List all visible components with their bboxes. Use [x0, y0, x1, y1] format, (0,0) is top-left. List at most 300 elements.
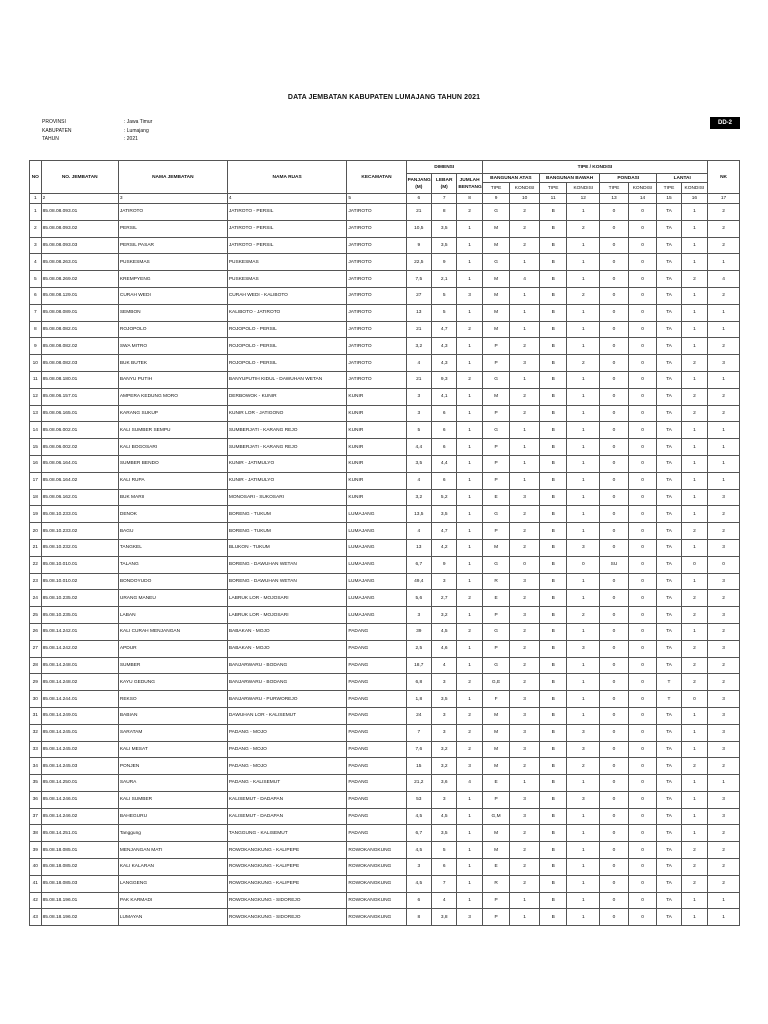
table-cell: 0 [628, 875, 657, 892]
table-cell: 30 [30, 691, 42, 708]
table-cell: 9 [406, 237, 431, 254]
table-cell: LANGGENG [118, 875, 227, 892]
table-cell: 37 [30, 808, 42, 825]
table-cell: 1 [567, 388, 600, 405]
table-cell: 21 [30, 539, 42, 556]
table-cell: 1 [457, 455, 482, 472]
table-cell: TA [657, 892, 681, 909]
table-cell: 85.08.06.164.02 [41, 472, 118, 489]
table-row [30, 237, 740, 254]
table-cell: 2 [681, 875, 707, 892]
table-cell: 0 [628, 674, 657, 691]
table-cell: 0 [600, 405, 629, 422]
table-cell: P [482, 338, 510, 355]
table-cell: 1 [457, 892, 482, 909]
table-cell: 1 [510, 371, 540, 388]
table-cell: BANJARWARU - BODANG [227, 674, 347, 691]
table-cell: 3 [510, 707, 540, 724]
table-cell: SARATAM [118, 724, 227, 741]
table-cell: 2 [510, 825, 540, 842]
table-cell: 14 [30, 422, 42, 439]
table-cell: B [539, 220, 567, 237]
table-cell: 0 [600, 573, 629, 590]
table-cell: 1 [457, 875, 482, 892]
column-number: 10 [510, 194, 540, 204]
table-cell: 85.08.10.010.02 [41, 573, 118, 590]
table-cell: 2 [510, 237, 540, 254]
table-cell: 4 [708, 271, 740, 288]
table-cell: 2 [708, 674, 740, 691]
table-cell: 1 [457, 355, 482, 372]
table-cell: TA [657, 556, 681, 573]
table-cell: PADANG - MOJO [227, 724, 347, 741]
table-cell: ROWOKANGKUNG - KALIPEPE [227, 842, 347, 859]
table-cell: 1 [708, 321, 740, 338]
table-cell: BORENG - TUKUM [227, 506, 347, 523]
meta-row-provinsi [42, 118, 152, 127]
table-cell: 1 [681, 573, 707, 590]
table-cell: M [482, 724, 510, 741]
table-cell: LUMAJANG [347, 539, 406, 556]
table-cell: 0 [628, 271, 657, 288]
table-cell: 35 [30, 775, 42, 792]
table-row [30, 607, 740, 624]
table-cell: 3 [406, 859, 431, 876]
table-row [30, 775, 740, 792]
table-cell: 1 [681, 707, 707, 724]
table-cell: 4 [457, 775, 482, 792]
table-cell: 4,5 [406, 808, 431, 825]
table-cell: BORENG - DAWUHAN WETAN [227, 556, 347, 573]
table-cell: ROJOPOLO - PERSIL [227, 355, 347, 372]
table-cell: 2 [457, 724, 482, 741]
header-kondisi: KONDISI [510, 183, 540, 194]
table-cell: 2 [510, 842, 540, 859]
column-number: 16 [681, 194, 707, 204]
table-cell: KUNIR [347, 439, 406, 456]
table-cell: JATIROTO - PERSIL [227, 220, 347, 237]
table-cell: 3 [567, 539, 600, 556]
table-cell: G [482, 204, 510, 221]
table-cell: TA [657, 220, 681, 237]
table-cell: 85.08.14.250.01 [41, 775, 118, 792]
table-cell: 0 [628, 304, 657, 321]
table-cell: 0 [681, 556, 707, 573]
header-tipe: TIPE [657, 183, 681, 194]
header-nk: NK [708, 161, 740, 194]
table-cell: 2 [708, 204, 740, 221]
table-cell: KUNIR LOR - JATIGONO [227, 405, 347, 422]
table-cell: 1 [457, 220, 482, 237]
table-cell: 1 [708, 439, 740, 456]
table-cell: PADANG - MOJO [227, 758, 347, 775]
table-cell: 3 [30, 237, 42, 254]
table-cell: PADANG [347, 724, 406, 741]
table-cell: TA [657, 724, 681, 741]
table-cell: B [539, 741, 567, 758]
table-cell: 1 [457, 271, 482, 288]
table-cell: 1 [457, 859, 482, 876]
table-cell: 0 [600, 691, 629, 708]
table-cell: 2 [457, 204, 482, 221]
table-cell: PONJEN [118, 758, 227, 775]
table-cell: TA [657, 506, 681, 523]
table-cell: BANYU PUTIH [118, 371, 227, 388]
table-row [30, 741, 740, 758]
table-cell: 2 [510, 758, 540, 775]
table-cell: 3 [708, 691, 740, 708]
table-cell: 0 [628, 321, 657, 338]
table-cell: 2 [681, 758, 707, 775]
table-cell: 5 [432, 304, 457, 321]
table-cell: 85.08.06.002.01 [41, 422, 118, 439]
table-cell: 0 [628, 657, 657, 674]
table-cell: G [482, 657, 510, 674]
table-cell: 1 [681, 489, 707, 506]
table-cell: TA [657, 422, 681, 439]
table-cell: 2 [510, 539, 540, 556]
table-cell: KUNIR - JATIMULYO [227, 455, 347, 472]
table-cell: 2 [708, 237, 740, 254]
table-cell: 3,2 [432, 741, 457, 758]
table-cell: URANG MANEU [118, 590, 227, 607]
table-cell: 1 [457, 791, 482, 808]
table-cell: ROWOKANGKUNG [347, 842, 406, 859]
table-cell: PADANG [347, 657, 406, 674]
table-cell: 2 [681, 674, 707, 691]
table-cell: BANJARWARU - PURWOREJO [227, 691, 347, 708]
table-cell: 20 [30, 523, 42, 540]
table-cell: 4 [406, 523, 431, 540]
table-cell: 27 [406, 287, 431, 304]
header-nama-jembatan: NAMA JEMBATAN [118, 161, 227, 194]
table-cell: BORENG - DAWUHAN WETAN [227, 573, 347, 590]
table-cell: KALI SUMBER SEMPU [118, 422, 227, 439]
table-cell: 2 [681, 355, 707, 372]
table-cell: 0 [600, 254, 629, 271]
table-cell: KREMPYENG [118, 271, 227, 288]
table-cell: LUMAJANG [347, 556, 406, 573]
table-cell: B [539, 338, 567, 355]
table-cell: TA [657, 623, 681, 640]
table-row [30, 455, 740, 472]
table-cell: G [482, 422, 510, 439]
table-cell: TA [657, 859, 681, 876]
table-cell: SEMBON [118, 304, 227, 321]
table-cell: 16 [30, 455, 42, 472]
table-cell: 22 [30, 556, 42, 573]
table-cell: 1 [510, 439, 540, 456]
table-cell: 2 [681, 842, 707, 859]
table-cell: 85.08.14.245.01 [41, 724, 118, 741]
table-cell: 1 [708, 909, 740, 926]
table-cell: PUSKESMAS [227, 254, 347, 271]
table-cell: 12 [30, 388, 42, 405]
table-cell: KUNIR - JATIMULYO [227, 472, 347, 489]
table-cell: 1 [567, 808, 600, 825]
table-cell: 1 [457, 237, 482, 254]
table-cell: ROWOKANGKUNG - SIDOREJO [227, 892, 347, 909]
table-cell: 13,5 [406, 506, 431, 523]
table-cell: 2 [510, 523, 540, 540]
table-cell: TA [657, 741, 681, 758]
table-cell: 85.08.14.248.02 [41, 674, 118, 691]
meta-value: : Lumajang [124, 127, 149, 134]
table-cell: PADANG [347, 707, 406, 724]
table-cell: LABRUK LOR - MOJOSARI [227, 607, 347, 624]
table-cell: TALANG [118, 556, 227, 573]
table-cell: 0 [600, 909, 629, 926]
table-cell: JATIROTO [347, 220, 406, 237]
table-cell: 1 [510, 304, 540, 321]
table-cell: 2 [510, 388, 540, 405]
table-row [30, 405, 740, 422]
table-cell: TA [657, 573, 681, 590]
table-cell: 3 [406, 388, 431, 405]
table-cell: TA [657, 791, 681, 808]
header-kecamatan: KECAMATAN [347, 161, 406, 194]
table-cell: 36 [30, 791, 42, 808]
document-title: DATA JEMBATAN KABUPATEN LUMAJANG TAHUN 2021 [287, 94, 481, 101]
table-cell: G [482, 254, 510, 271]
table-cell: BAGU [118, 523, 227, 540]
meta-label: KABUPATEN [42, 127, 72, 134]
table-cell: TA [657, 607, 681, 624]
table-cell: 0 [600, 640, 629, 657]
table-cell: 5 [432, 287, 457, 304]
table-cell: 13 [30, 405, 42, 422]
table-row [30, 590, 740, 607]
table-cell: 1 [457, 825, 482, 842]
table-cell: 0 [600, 741, 629, 758]
header-tipe: TIPE [600, 183, 629, 194]
table-cell: 3 [432, 724, 457, 741]
table-cell: 1 [567, 204, 600, 221]
table-cell: P [482, 892, 510, 909]
table-row [30, 573, 740, 590]
table-cell: LUMAYAN [118, 909, 227, 926]
table-cell: KALISEMUT - DADAPAN [227, 791, 347, 808]
table-cell: 1 [567, 338, 600, 355]
table-cell: B [539, 254, 567, 271]
table-cell: 85.08.18.085.01 [41, 842, 118, 859]
table-cell: 1 [567, 590, 600, 607]
table-cell: 4,6 [432, 640, 457, 657]
table-cell: PADANG [347, 640, 406, 657]
header-tipe-kondisi: TIPE / KONDISI [482, 161, 707, 174]
table-cell: 0 [628, 859, 657, 876]
table-cell: 85.08.14.246.02 [41, 808, 118, 825]
table-cell: 3 [708, 640, 740, 657]
table-cell: 25 [30, 607, 42, 624]
column-number: 13 [600, 194, 629, 204]
table-cell: 24 [406, 707, 431, 724]
table-cell: 1 [567, 573, 600, 590]
table-cell: 7,5 [406, 271, 431, 288]
table-cell: 4 [510, 271, 540, 288]
table-cell: 3,5 [432, 691, 457, 708]
table-cell: P [482, 405, 510, 422]
table-cell: 3,8 [432, 909, 457, 926]
table-cell: KALISEMUT - DADAPAN [227, 808, 347, 825]
table-cell: 2 [510, 590, 540, 607]
table-cell: JATIROTO [347, 204, 406, 221]
table-cell: 2,5 [406, 640, 431, 657]
header-pondasi: PONDASI [600, 174, 657, 183]
table-cell: BUK MARII [118, 489, 227, 506]
table-cell: B [539, 590, 567, 607]
table-cell: 3,5 [432, 220, 457, 237]
table-cell: B [539, 623, 567, 640]
table-row [30, 674, 740, 691]
table-cell: LUMAJANG [347, 573, 406, 590]
table-cell: 1 [708, 472, 740, 489]
table-cell: PADANG [347, 741, 406, 758]
table-cell: 85.08.06.164.01 [41, 455, 118, 472]
table-cell: 85.08.10.232.01 [41, 539, 118, 556]
table-cell: 85.08.14.246.01 [41, 791, 118, 808]
table-cell: 40 [30, 859, 42, 876]
table-cell: 85.08.08.089.01 [41, 304, 118, 321]
table-cell: 4,3 [432, 338, 457, 355]
table-cell: 3 [510, 741, 540, 758]
table-cell: 27 [30, 640, 42, 657]
table-cell: 3 [406, 607, 431, 624]
table-cell: 3 [510, 791, 540, 808]
table-cell: B [539, 355, 567, 372]
column-number: 5 [347, 194, 406, 204]
table-cell: 0 [600, 674, 629, 691]
table-cell: PAK KARMADI [118, 892, 227, 909]
table-cell: 85.08.14.245.02 [41, 741, 118, 758]
table-row [30, 859, 740, 876]
table-cell: 4,1 [432, 388, 457, 405]
table-row [30, 506, 740, 523]
meta-block [42, 118, 152, 144]
table-cell: 1 [567, 775, 600, 792]
table-cell: 3 [510, 489, 540, 506]
table-cell: 85.08.08.093.03 [41, 237, 118, 254]
table-cell: 0 [628, 791, 657, 808]
table-cell: 3 [457, 758, 482, 775]
table-cell: TA [657, 455, 681, 472]
table-cell: 2 [457, 623, 482, 640]
table-cell: 21 [406, 204, 431, 221]
table-cell: 6,7 [406, 556, 431, 573]
table-cell: SAURA [118, 775, 227, 792]
table-row [30, 523, 740, 540]
table-cell: P [482, 909, 510, 926]
table-cell: 2 [681, 607, 707, 624]
table-cell: 0 [600, 220, 629, 237]
table-cell: KARANG SUKUP [118, 405, 227, 422]
document-code-badge: DD-2 [710, 117, 740, 129]
table-cell: BUK BUTEK [118, 355, 227, 372]
table-row [30, 691, 740, 708]
table-cell: 1 [510, 254, 540, 271]
table-cell: 2 [681, 523, 707, 540]
table-row [30, 271, 740, 288]
table-cell: B [539, 321, 567, 338]
table-cell: F [482, 691, 510, 708]
table-cell: DERBOWOK - KUNIR [227, 388, 347, 405]
table-row [30, 791, 740, 808]
table-cell: B [539, 422, 567, 439]
table-cell: G,E [482, 674, 510, 691]
table-cell: 0 [628, 405, 657, 422]
table-cell: PADANG [347, 791, 406, 808]
table-cell: 1 [681, 237, 707, 254]
table-cell: P [482, 472, 510, 489]
table-cell: 1 [567, 321, 600, 338]
table-cell: Tanggung [118, 825, 227, 842]
table-cell: 3 [510, 355, 540, 372]
table-cell: KUNIR [347, 472, 406, 489]
table-cell: 18 [30, 489, 42, 506]
table-cell: KAYU GEDUNG [118, 674, 227, 691]
table-cell: 1 [510, 909, 540, 926]
table-cell: ROJOPOLO [118, 321, 227, 338]
table-cell: 3 [708, 573, 740, 590]
table-cell: SUMBER [118, 657, 227, 674]
table-cell: 1 [567, 674, 600, 691]
header-bangunan-atas: BANGUNAN ATAS [482, 174, 539, 183]
table-cell: 1 [681, 321, 707, 338]
table-cell: 0 [628, 287, 657, 304]
column-number-row [30, 194, 740, 204]
table-cell: 1 [457, 506, 482, 523]
table-cell: 0 [600, 623, 629, 640]
table-cell: PADANG [347, 758, 406, 775]
table-row [30, 556, 740, 573]
table-cell: M [482, 758, 510, 775]
table-cell: 2 [567, 758, 600, 775]
table-cell: 2 [457, 674, 482, 691]
table-cell: 0 [600, 707, 629, 724]
table-cell: 2 [510, 338, 540, 355]
table-row [30, 371, 740, 388]
meta-label: PROVINSI [42, 119, 66, 125]
table-cell: M [482, 220, 510, 237]
table-cell: G [482, 623, 510, 640]
table-cell: TA [657, 657, 681, 674]
table-cell: 17 [30, 472, 42, 489]
table-cell: TA [657, 640, 681, 657]
table-cell: 2 [681, 388, 707, 405]
table-cell: 0 [567, 556, 600, 573]
header-tipe: TIPE [539, 183, 567, 194]
table-cell: 0 [600, 842, 629, 859]
table-cell: 1 [681, 371, 707, 388]
header-no: NO [30, 161, 42, 194]
table-cell: 28 [30, 657, 42, 674]
table-row [30, 909, 740, 926]
table-cell: 1 [510, 455, 540, 472]
table-cell: 2 [567, 220, 600, 237]
table-cell: 15 [406, 758, 431, 775]
table-cell: 0 [600, 808, 629, 825]
table-cell: BABAKAN - MOJO [227, 640, 347, 657]
table-cell: SUMBERJATI - KARANG REJO [227, 439, 347, 456]
table-cell: 0 [628, 741, 657, 758]
table-cell: 1 [567, 271, 600, 288]
table-cell: 1 [681, 825, 707, 842]
table-cell: TA [657, 842, 681, 859]
table-cell: 42 [30, 892, 42, 909]
table-cell: 0 [600, 859, 629, 876]
table-cell: 5 [30, 271, 42, 288]
table-cell: 2 [681, 271, 707, 288]
